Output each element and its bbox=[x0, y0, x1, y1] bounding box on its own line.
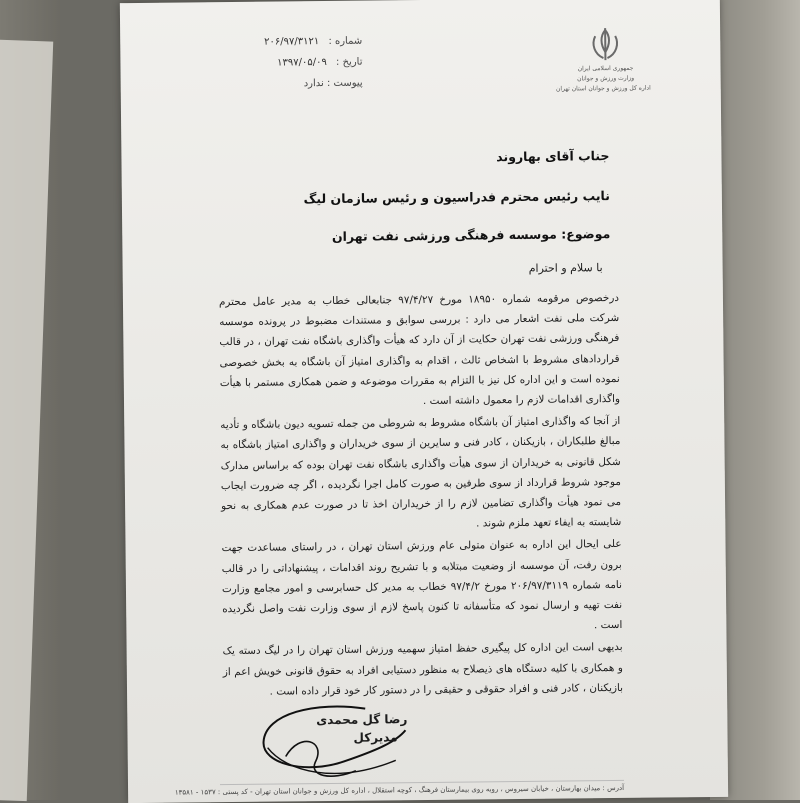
signatory-name: رضا گل محمدی bbox=[316, 712, 407, 727]
addressee-name: جناب آقای بهاروند bbox=[496, 148, 609, 164]
letter-body bbox=[219, 288, 623, 704]
letter-footer-address: آدرس : میدان بهارستان ، خیابان سیروس ، روبه روی بیمارستان فرهنگ ، کوچه استقلال ، اداره کل ورزش و جوانان استان تهران - کد پستی : ۱۵۳۷ - ۱۳۵۸۱ bbox=[220, 780, 624, 796]
ministry-line-3: اداره کل ورزش و جوانان استان تهران bbox=[561, 84, 651, 95]
emblem-icon bbox=[588, 26, 622, 64]
body-paragraph: درخصوص مرقومه شماره ۱۸۹۵۰ مورخ ۹۷/۴/۲۷ جنابعالی خطاب به مدیر عامل محترم شرکت ملی نفت اشعار می دارد : بررسی سوابق و مستندات مضبوط در پرونده موسسه فرهنگی ورزشی نفت تهران حکایت از آن دارد که هیأت واگذاری باشگاه نفت تهران ، در قالب قراردادهای مشروط با اشخاص ثالث ، اقدام به واگذاری امتیاز آن باشگاه به بخش خصوصی نموده است و این اداره کل نیز با التزام به مقررات موضوعه و ضمن همکاری مستمر با هیأت واگذاری اقدامات لازم را معمول داشته است . bbox=[219, 288, 620, 413]
ministry-line-1: جمهوری اسلامی ایران bbox=[560, 64, 650, 75]
ministry-line-2: وزارت ورزش و جوانان bbox=[561, 74, 651, 85]
letter-attachment: پیوست : ندارد bbox=[203, 73, 363, 96]
body-paragraph: از آنجا که واگذاری امتیاز آن باشگاه مشروط به شروطی من جمله تسویه دیون باشگاه و تأدیه مبالغ طلبکاران ، بازیکنان ، کادر فنی و سایرین از سوی خریداران و واگذاری امتیاز باشگاه به شکل قانونی به خریداران از سوی هیأت واگذاری باشگاه نفت تهران بوده که براساس مدارک موجود شروط قرارداد از سوی طرفین به صورت کامل اجرا نگردیده ، اگر چه ضرورت ایجاب می نمود هیأت واگذاری تضامین لازم را از خریداران اخذ تا در صورت عدم همکاری به نحو شایسته به ایفاء تعهد ملزم شوند . bbox=[220, 411, 621, 536]
letter-number: شماره : ۲۰۶/۹۷/۳۱۲۱ bbox=[202, 31, 362, 54]
letter-page bbox=[120, 0, 728, 803]
body-paragraph: علی ایحال این اداره به عنوان متولی عام ورزش استان تهران ، در راستای مساعدت جهت برون رفت، آن موسسه از وضعیت مبتلابه و با تشریح روند اقدامات ، پیشنهاداتی را در قالب نامه شماره ۲۰۶/۹۷/۳۱۱۹ مورخ ۹۷/۴/۲ خطاب به مدیر کل حسابرسی و امور مجامع وزارت نفت تهیه و ارسال نمود که متأسفانه تا کنون پاسخ لازم از سوی وزارت نفت واصل نگردیده است . bbox=[221, 534, 622, 639]
letter-header-meta bbox=[202, 31, 363, 96]
signature-block bbox=[245, 700, 446, 792]
greeting: با سلام و احترام bbox=[529, 261, 603, 275]
signatory-title: مدیرکل bbox=[353, 730, 397, 744]
ministry-logo bbox=[560, 26, 651, 95]
letter-subject: موضوع: موسسه فرهنگی ورزشی نفت تهران bbox=[332, 226, 610, 244]
body-paragraph: بدیهی است این اداره کل پیگیری حفظ امتیاز سهمیه ورزش استان تهران را در لیگ دسته یک و همکاری با کلیه دستگاه های ذیصلاح به منظور دستیابی افراد به حقوق قانونی خویش اعم از بازیکنان ، کادر فنی و افراد حقوقی و حقیقی را در دستور کار خود قرار داده است . bbox=[223, 637, 624, 702]
letter-date: تاریخ : ۱۳۹۷/۰۵/۰۹ bbox=[202, 52, 362, 75]
addressee-title: نایب رئیس محترم فدراسیون و رئیس سازمان لیگ bbox=[303, 188, 609, 206]
